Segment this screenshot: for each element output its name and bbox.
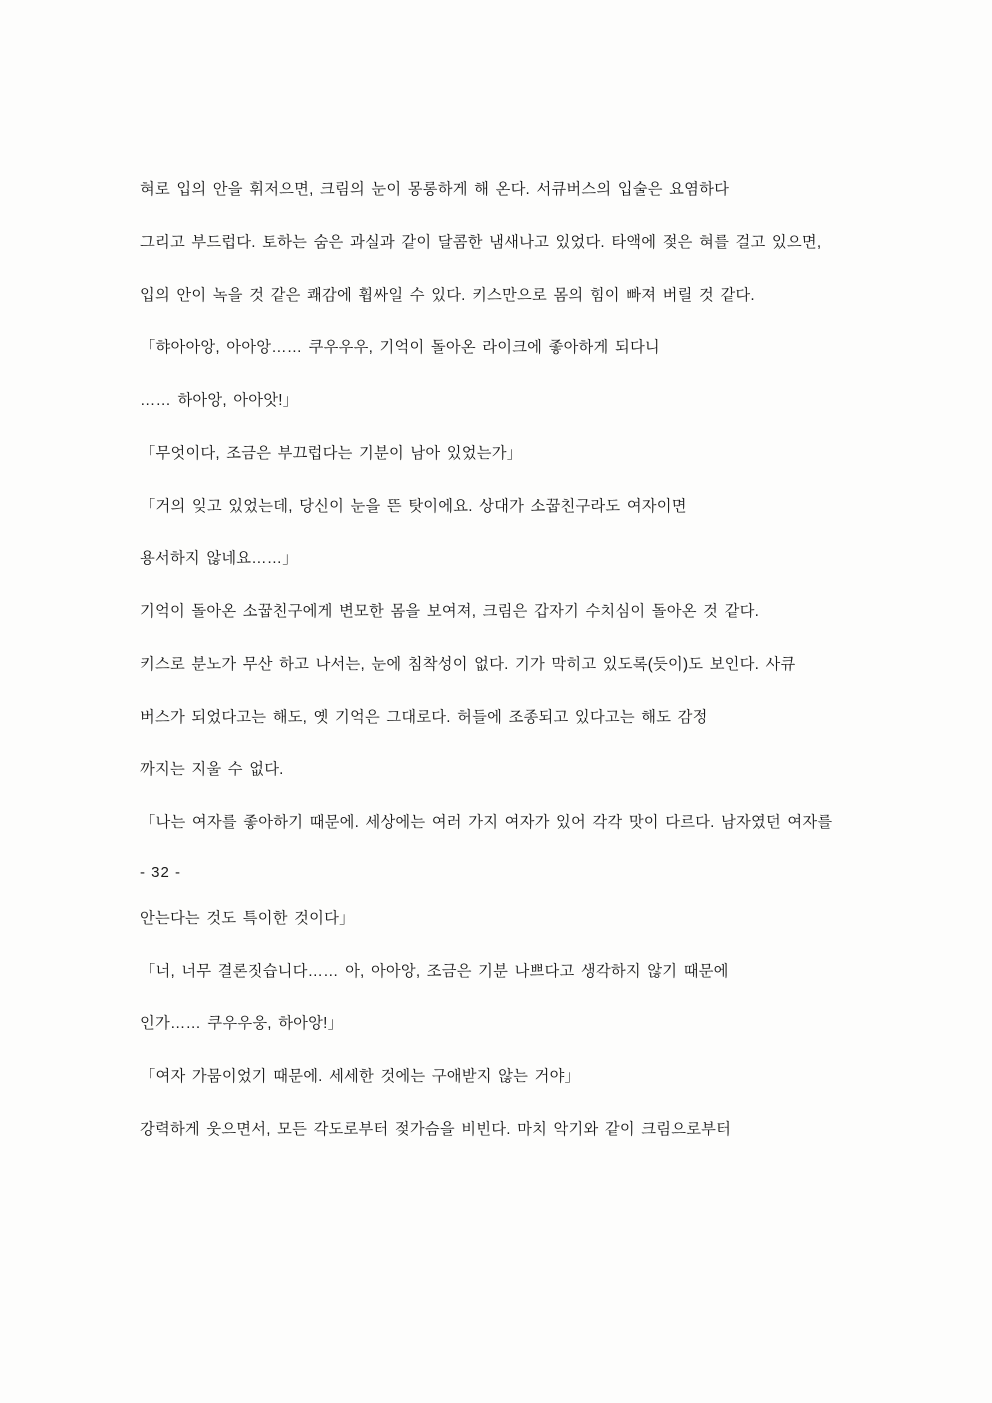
paragraph-4: 「햐아아앙, 아아앙…… 쿠우우우, 기억이 돌아온 라이크에 좋아하게 되다니 [140, 339, 660, 357]
paragraph-16: 인가…… 쿠우우웅, 하아앙!」 [140, 1015, 344, 1033]
paragraph-8: 용서하지 않네요……」 [140, 550, 298, 568]
paragraph-10: 키스로 분노가 무산 하고 나서는, 눈에 침착성이 없다. 기가 막히고 있도록(듯이)도 보인다. 사큐 [140, 655, 796, 673]
page-number: - 32 - [140, 863, 182, 881]
paragraph-17: 「여자 가뭄이었기 때문에. 세세한 것에는 구애받지 않는 거야」 [140, 1068, 581, 1086]
paragraph-2: 그리고 부드럽다. 토하는 숨은 과실과 같이 달콤한 냄새나고 있었다. 타액에 젖은 혀를 걸고 있으면, [140, 233, 822, 251]
document-body [140, 178, 854, 1171]
paragraph-5: …… 하아앙, 아아앗!」 [140, 392, 299, 410]
paragraph-3: 입의 안이 녹을 것 같은 쾌감에 휩싸일 수 있다. 키스만으로 몸의 힘이 빠져 버릴 것 같다. [140, 286, 755, 304]
paragraph-15: 「너, 너무 결론짓습니다…… 아, 아아앙, 조금은 기분 나쁘다고 생각하지 않기 때문에 [140, 962, 729, 980]
paragraph-7: 「거의 잊고 있었는데, 당신이 눈을 뜬 탓이에요. 상대가 소꿉친구라도 여자이면 [140, 497, 687, 515]
paragraph-12: 까지는 지울 수 없다. [140, 761, 284, 779]
paragraph-6: 「무엇이다, 조금은 부끄럽다는 기분이 남아 있었는가」 [140, 444, 523, 462]
paragraph-18: 강력하게 웃으면서, 모든 각도로부터 젖가슴을 비빈다. 마치 악기와 같이 크림으로부터 [140, 1121, 732, 1139]
paragraph-14: 안는다는 것도 특이한 것이다」 [140, 909, 355, 927]
paragraph-1: 혀로 입의 안을 휘저으면, 크림의 눈이 몽롱하게 해 온다. 서큐버스의 입술은 요염하다 [140, 181, 730, 198]
paragraph-11: 버스가 되었다고는 해도, 옛 기억은 그대로다. 허들에 조종되고 있다고는 해도 감정 [140, 708, 708, 726]
paragraph-9: 기억이 돌아온 소꿉친구에게 변모한 몸을 보여져, 크림은 갑자기 수치심이 돌아온 것 같다. [140, 603, 760, 621]
paragraph-13: 「나는 여자를 좋아하기 때문에. 세상에는 여러 가지 여자가 있어 각각 맛이 다르다. 남자였던 여자를 [140, 814, 833, 832]
